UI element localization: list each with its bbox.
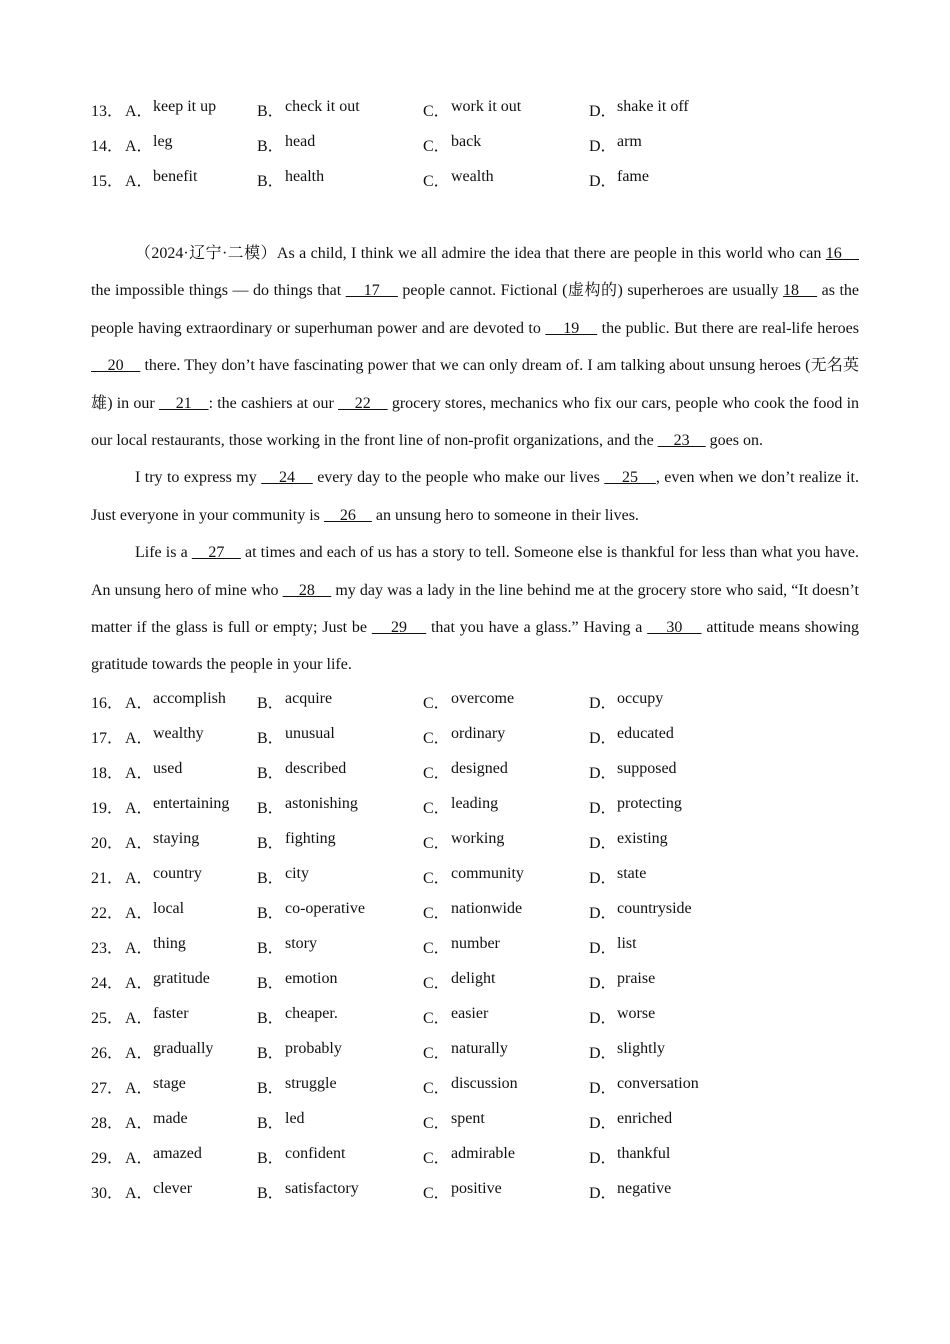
option-d[interactable]: D． list [589, 934, 637, 957]
passage-source: （2024·辽宁·二模） [135, 245, 277, 262]
option-c[interactable]: C． number [423, 934, 500, 957]
question-row [91, 894, 859, 929]
option-a[interactable]: A． faster [125, 1004, 189, 1027]
option-b[interactable]: B． head [257, 133, 316, 155]
question-number: 20． [91, 834, 124, 852]
option-b[interactable]: B． co-operative [257, 899, 365, 922]
question-number: 22． [91, 904, 124, 922]
question-row [91, 1069, 859, 1104]
option-b[interactable]: B． satisfactory [257, 1179, 359, 1202]
option-d[interactable]: D． thankful [589, 1144, 671, 1167]
blank-24: 24 [261, 469, 313, 487]
option-b[interactable]: B． emotion [257, 969, 338, 992]
question-row [91, 1174, 859, 1209]
option-d[interactable]: D． negative [589, 1179, 672, 1202]
question-number: 30． [91, 1184, 124, 1202]
blank-27: 27 [191, 544, 241, 562]
blank-20: 20 [91, 357, 141, 375]
question-row [91, 964, 859, 999]
question-number: 29． [91, 1149, 124, 1167]
blank-30: 30 [647, 619, 702, 637]
blank-25: 25 [604, 469, 656, 487]
option-a[interactable]: A． made [125, 1109, 188, 1132]
option-c[interactable]: C． spent [423, 1109, 485, 1132]
question-row [91, 824, 859, 859]
option-a[interactable]: A． used [125, 759, 183, 782]
question-row [91, 127, 859, 162]
option-c[interactable]: C． work it out [423, 98, 522, 120]
option-c[interactable]: C． back [423, 133, 482, 155]
option-a[interactable]: A． stage [125, 1074, 186, 1097]
option-d[interactable]: D． fame [589, 168, 649, 190]
option-c[interactable]: C． working [423, 829, 505, 852]
blank-19: 19 [545, 319, 598, 337]
option-a[interactable]: A． wealthy [125, 724, 204, 747]
question-row [91, 754, 859, 789]
question-row [91, 1139, 859, 1174]
option-a[interactable]: A． gratitude [125, 969, 210, 992]
passage-paragraph-2: I try to express my 24 every day to the people who make our lives 25 , even when we don’t realize it. Just everyone in your community is 26 an unsung hero to someone in their lives. [91, 469, 859, 524]
question-number: 28． [91, 1114, 124, 1132]
question-number: 16． [91, 694, 124, 712]
option-a[interactable]: A． thing [125, 934, 186, 957]
option-c[interactable]: C． naturally [423, 1039, 508, 1062]
option-b[interactable]: B． struggle [257, 1074, 337, 1097]
option-d[interactable]: D． state [589, 864, 647, 887]
question-number: 24． [91, 974, 124, 992]
option-b[interactable]: B． fighting [257, 829, 336, 852]
option-b[interactable]: B． astonishing [257, 794, 358, 817]
option-d[interactable]: D． educated [589, 724, 674, 747]
option-d[interactable]: D． worse [589, 1004, 656, 1027]
blank-28: 28 [282, 581, 332, 599]
question-number: 14． [91, 138, 124, 155]
option-b[interactable]: B． health [257, 168, 325, 190]
option-d[interactable]: D． arm [589, 133, 642, 155]
option-a[interactable]: A． accomplish [125, 689, 226, 712]
option-a[interactable]: A． gradually [125, 1039, 214, 1062]
top-question-list [91, 92, 859, 197]
option-c[interactable]: C． admirable [423, 1144, 515, 1167]
option-b[interactable]: B． described [257, 759, 347, 782]
option-d[interactable]: D． conversation [589, 1074, 699, 1097]
option-c[interactable]: C． delight [423, 969, 496, 992]
question-number: 23． [91, 939, 124, 957]
option-b[interactable]: B． cheaper. [257, 1004, 338, 1027]
option-b[interactable]: B． acquire [257, 689, 333, 712]
option-a[interactable]: A． keep it up [125, 98, 217, 120]
question-row [91, 719, 859, 754]
option-b[interactable]: B． confident [257, 1144, 346, 1167]
option-c[interactable]: C． leading [423, 794, 499, 817]
option-b[interactable]: B． city [257, 864, 309, 887]
option-b[interactable]: B． led [257, 1109, 305, 1132]
question-row [91, 1104, 859, 1139]
blank-26: 26 [323, 506, 372, 524]
question-number: 17． [91, 729, 124, 747]
blank-18: 18 [783, 282, 818, 300]
question-row [91, 684, 859, 719]
option-c[interactable]: C． ordinary [423, 724, 506, 747]
option-c[interactable]: C． positive [423, 1179, 502, 1202]
question-number: 21． [91, 869, 124, 887]
option-c[interactable]: C． community [423, 864, 524, 887]
option-c[interactable]: C． discussion [423, 1074, 518, 1097]
question-row [91, 999, 859, 1034]
question-number: 26． [91, 1044, 124, 1062]
cloze-passage [91, 235, 859, 684]
option-a[interactable]: A． entertaining [125, 794, 230, 817]
option-b[interactable]: B． probably [257, 1039, 342, 1062]
option-d[interactable]: D． enriched [589, 1109, 673, 1132]
option-d[interactable]: D． protecting [589, 794, 682, 817]
option-d[interactable]: D． shake it off [589, 98, 689, 120]
question-row [91, 859, 859, 894]
option-d[interactable]: D． occupy [589, 689, 664, 712]
option-c[interactable]: C． wealth [423, 168, 494, 190]
option-a[interactable]: A． clever [125, 1179, 193, 1202]
question-number: 13． [91, 103, 124, 120]
question-number: 27． [91, 1079, 124, 1097]
question-row [91, 1034, 859, 1069]
option-b[interactable]: B． story [257, 934, 317, 957]
blank-23: 23 [657, 432, 706, 450]
option-c[interactable]: C． overcome [423, 689, 515, 712]
blank-17: 17 [345, 282, 398, 300]
option-c[interactable]: C． designed [423, 759, 508, 782]
option-b[interactable]: B． unusual [257, 724, 335, 747]
option-a[interactable]: A． leg [125, 133, 173, 155]
option-c[interactable]: C． easier [423, 1004, 489, 1027]
question-number: 19． [91, 799, 124, 817]
blank-29: 29 [371, 619, 427, 637]
option-d[interactable]: D． existing [589, 829, 668, 852]
question-list [91, 684, 859, 1209]
question-number: 15． [91, 173, 124, 190]
passage-paragraph-1: （2024·辽宁·二模）As a child, I think we all admire the idea that there are people in this world who can 16 the impossible things — do things that 17 people cannot. Fictional (虚构的) superheroes are usually 18 as the people having extraordinary or superhuman power and are devoted to 19 the public. But there are real-life heroes 20 there. They don’t have fascinating power that we can only dream of. I am talking about unsung heroes (无名英雄) in our 21 : the cashiers at our 22 grocery stores, mechanics who fix our cars, people who cook the food in our local restaurants, those working in the front line of non-profit organizations, and the 23 goes on. [91, 245, 860, 450]
option-d[interactable]: D． supposed [589, 759, 677, 782]
question-row [91, 929, 859, 964]
question-number: 18． [91, 764, 124, 782]
question-row [91, 162, 859, 197]
blank-22: 22 [337, 394, 388, 412]
option-a[interactable]: A． amazed [125, 1144, 202, 1167]
blank-21: 21 [158, 394, 209, 412]
option-a[interactable]: A． staying [125, 829, 200, 852]
passage-paragraph-3: Life is a 27 at times and each of us has a story to tell. Someone else is thankful for less than what you have. An unsung hero of mine who 28 my day was a lady in the line behind me at the grocery store who said, “It doesn’t matter if the glass is full or empty; Just be 29 that you have a glass.” Having a 30 attitude means showing gratitude towards the people in your life. [91, 544, 860, 674]
question-number: 25． [91, 1009, 124, 1027]
option-d[interactable]: D． praise [589, 969, 656, 992]
question-row [91, 92, 859, 127]
option-c[interactable]: C． nationwide [423, 899, 523, 922]
exam-page [91, 92, 859, 1209]
option-a[interactable]: A． country [125, 864, 202, 887]
blank-16: 16 [825, 245, 859, 262]
question-row [91, 789, 859, 824]
option-a[interactable]: A． local [125, 899, 185, 922]
option-b[interactable]: B． check it out [257, 98, 360, 120]
option-d[interactable]: D． slightly [589, 1039, 666, 1062]
section-spacer [91, 197, 859, 235]
option-a[interactable]: A． benefit [125, 168, 198, 190]
option-d[interactable]: D． countryside [589, 899, 692, 922]
